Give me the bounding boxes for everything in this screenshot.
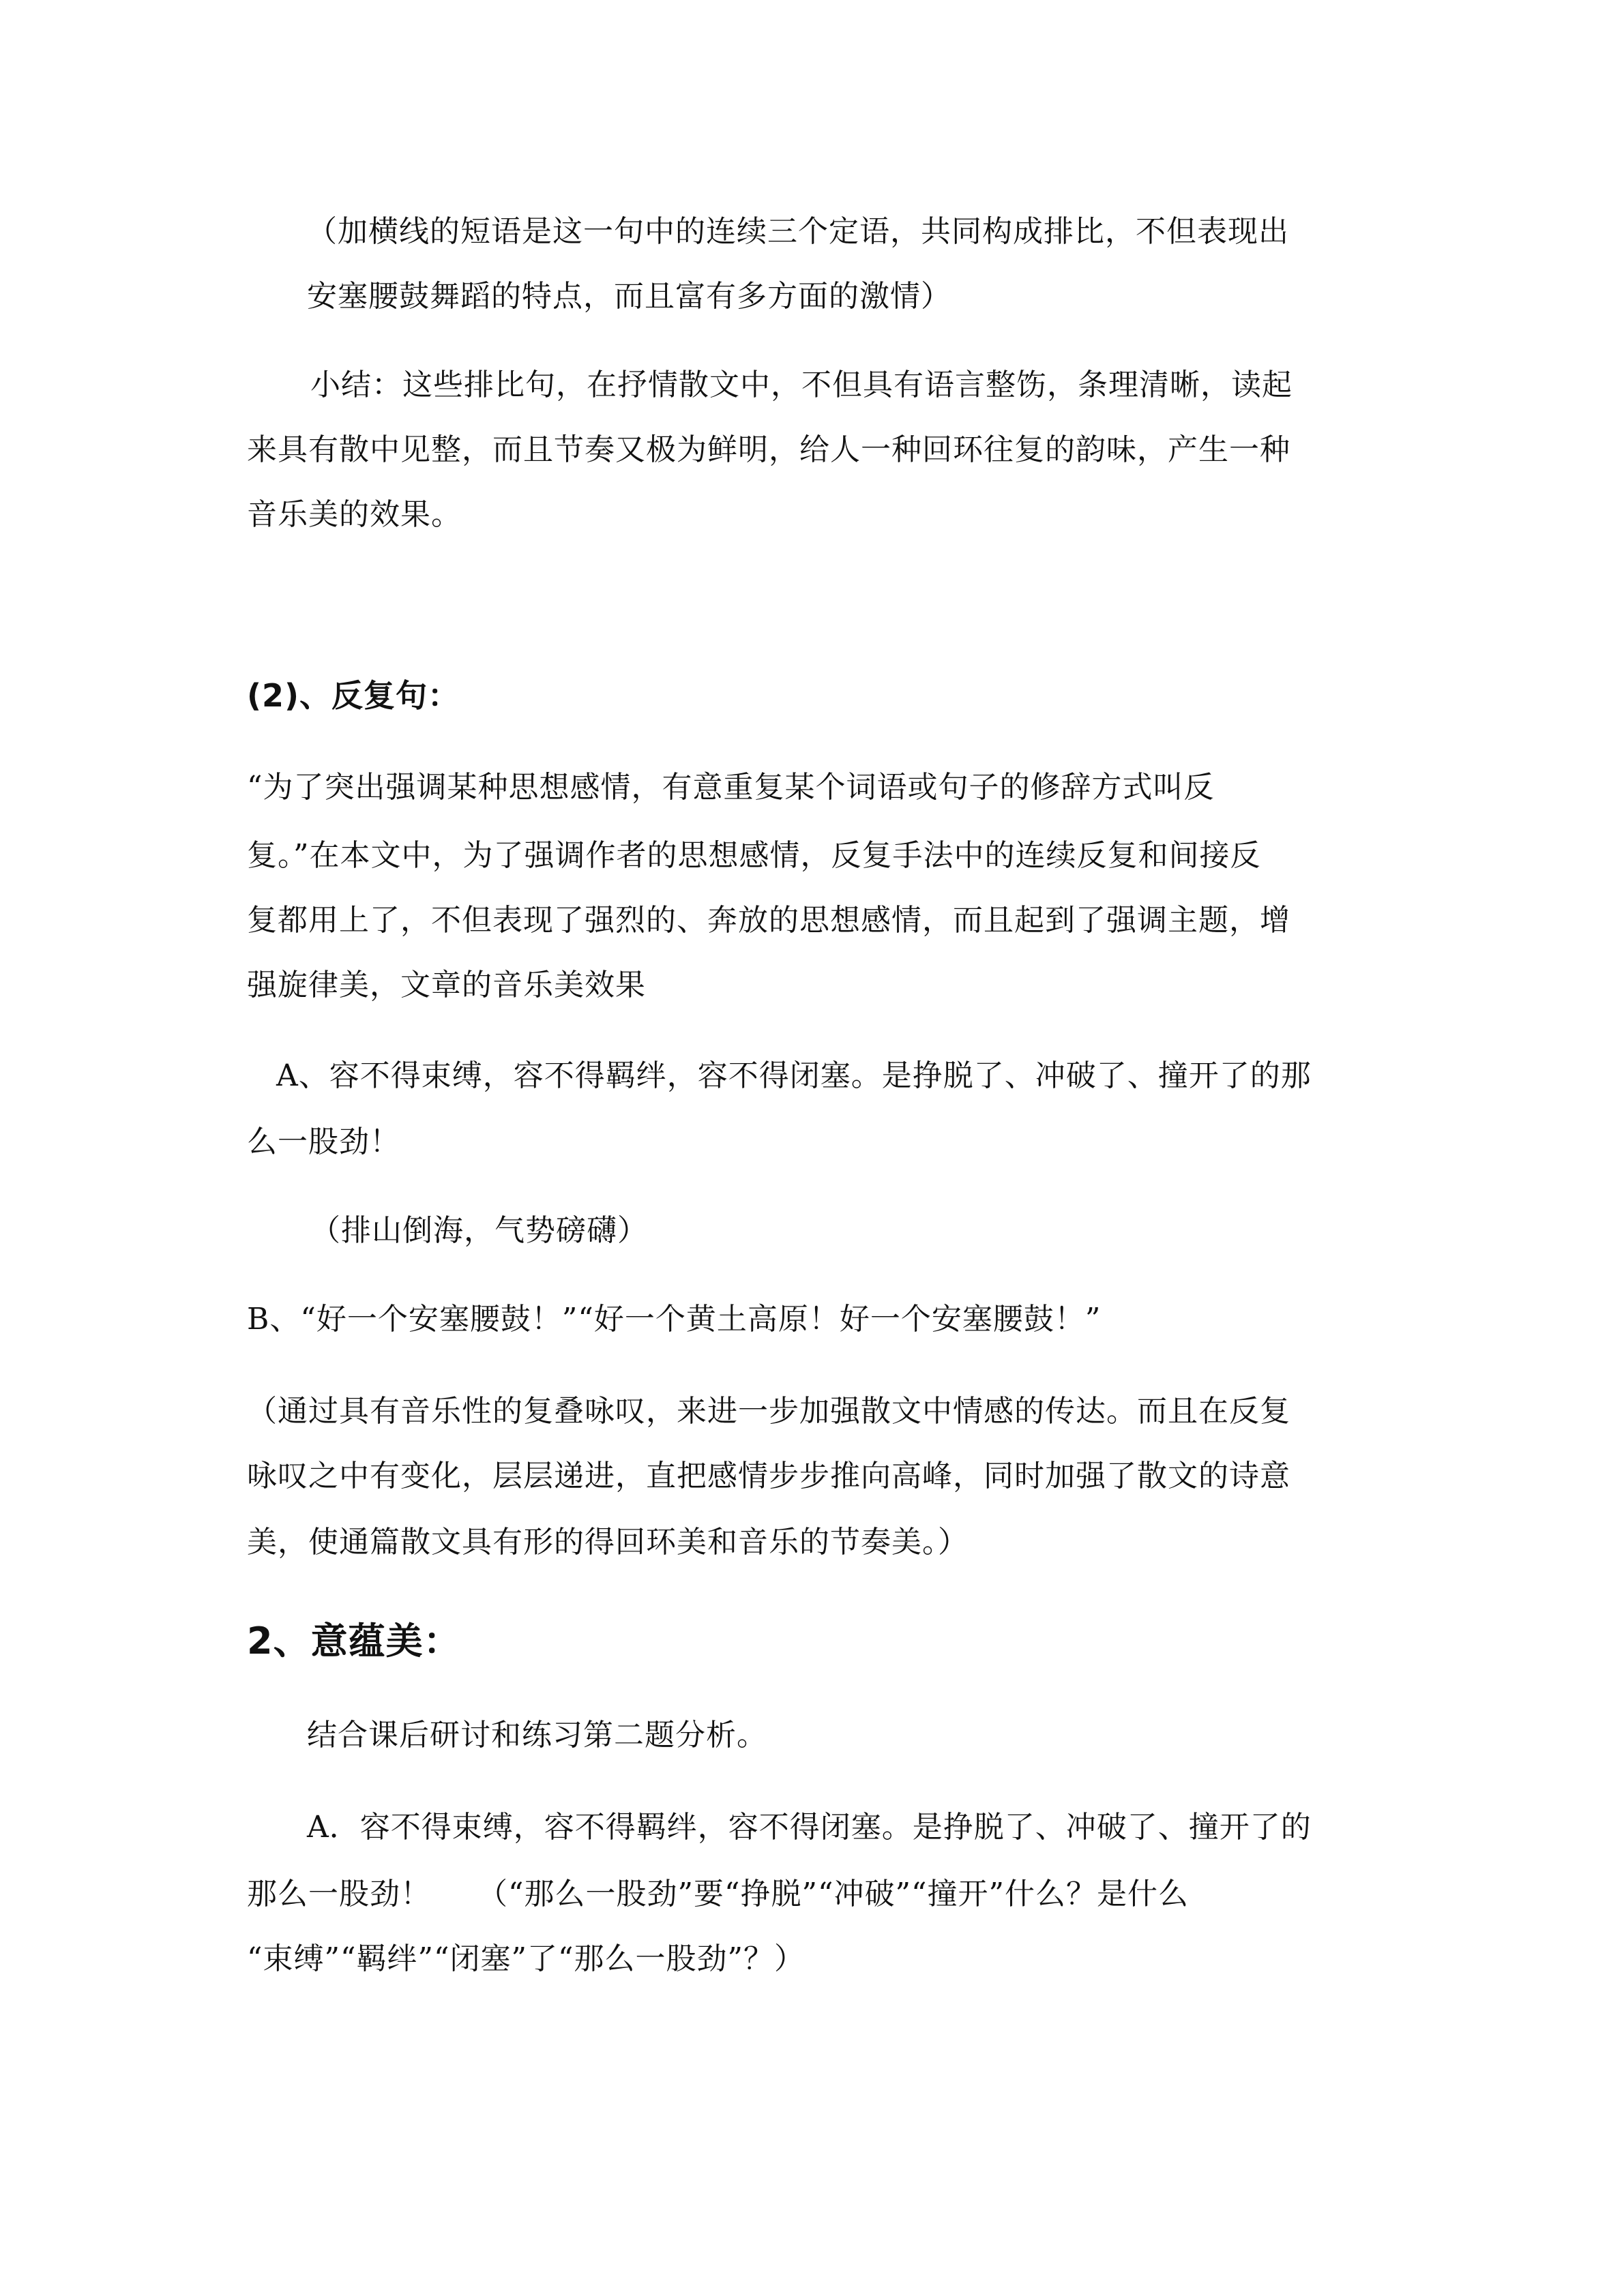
example-b-note-line2: 咏叹之中有变化，层层递进，直把感情步步推向高峰，同时加强了散文的诗意 — [247, 1459, 1290, 1493]
example-a-line2: 么一股劲！ — [247, 1124, 400, 1159]
summary-line2: 来具有散中见整，而且节奏又极为鲜明，给人一种回环往复的韵味，产生一种 — [247, 432, 1290, 467]
definition-line4: 强旋律美，文章的音乐美效果 — [247, 968, 646, 1002]
example-b: B、“好一个安塞腰鼓！”“好一个黄土高原！好一个安塞腰鼓！” — [247, 1302, 1102, 1337]
definition-line2: 复。”在本文中，为了强调作者的思想感情，反复手法中的连续反复和间接反 — [247, 838, 1261, 873]
definition-line3: 复都用上了，不但表现了强烈的、奔放的思想感情，而且起到了强调主题，增 — [247, 903, 1290, 938]
section-heading-repetition: (2)、反复句： — [247, 677, 460, 714]
example-a2-line1: A．容不得束缚，容不得羁绊，容不得闭塞。是挣脱了、冲破了、撞开了的 — [307, 1810, 1312, 1845]
example-a2-line2: 那么一股劲！ （“那么一股劲”要“挣脱”“冲破”“撞开”什么？是什么 — [247, 1877, 1189, 1911]
definition-line1: “为了突出强调某种思想感情，有意重复某个词语或句子的修辞方式叫反 — [247, 770, 1215, 805]
summary-line1: 小结：这些排比句，在抒情散文中，不但具有语言整饬，条理清晰，读起 — [310, 368, 1293, 402]
note1-line2: 安塞腰鼓舞蹈的特点，而且富有多方面的激情） — [307, 279, 951, 314]
note1-line1: （加横线的短语是这一句中的连续三个定语，共同构成排比，不但表现出 — [307, 214, 1289, 249]
section-heading-meaning: 2、意蕴美： — [247, 1620, 461, 1663]
example-b-note-line1: （通过具有音乐性的复叠咏叹，来进一步加强散文中情感的传达。而且在反复 — [247, 1394, 1290, 1429]
summary-line3: 音乐美的效果。 — [247, 497, 462, 532]
example-a-line1: A、容不得束缚，容不得羁绊，容不得闭塞。是挣脱了、冲破了、撞开了的那 — [276, 1058, 1312, 1093]
example-b-note-line3: 美，使通篇散文具有形的得回环美和音乐的节奏美。） — [247, 1525, 969, 1560]
instruction-text: 结合课后研讨和练习第二题分析。 — [307, 1718, 767, 1753]
example-a2-line3: “束缚”“羁绊”“闭塞”了“那么一股劲”？） — [247, 1941, 805, 1976]
example-a-note: （排山倒海，气势磅礴） — [310, 1213, 648, 1248]
